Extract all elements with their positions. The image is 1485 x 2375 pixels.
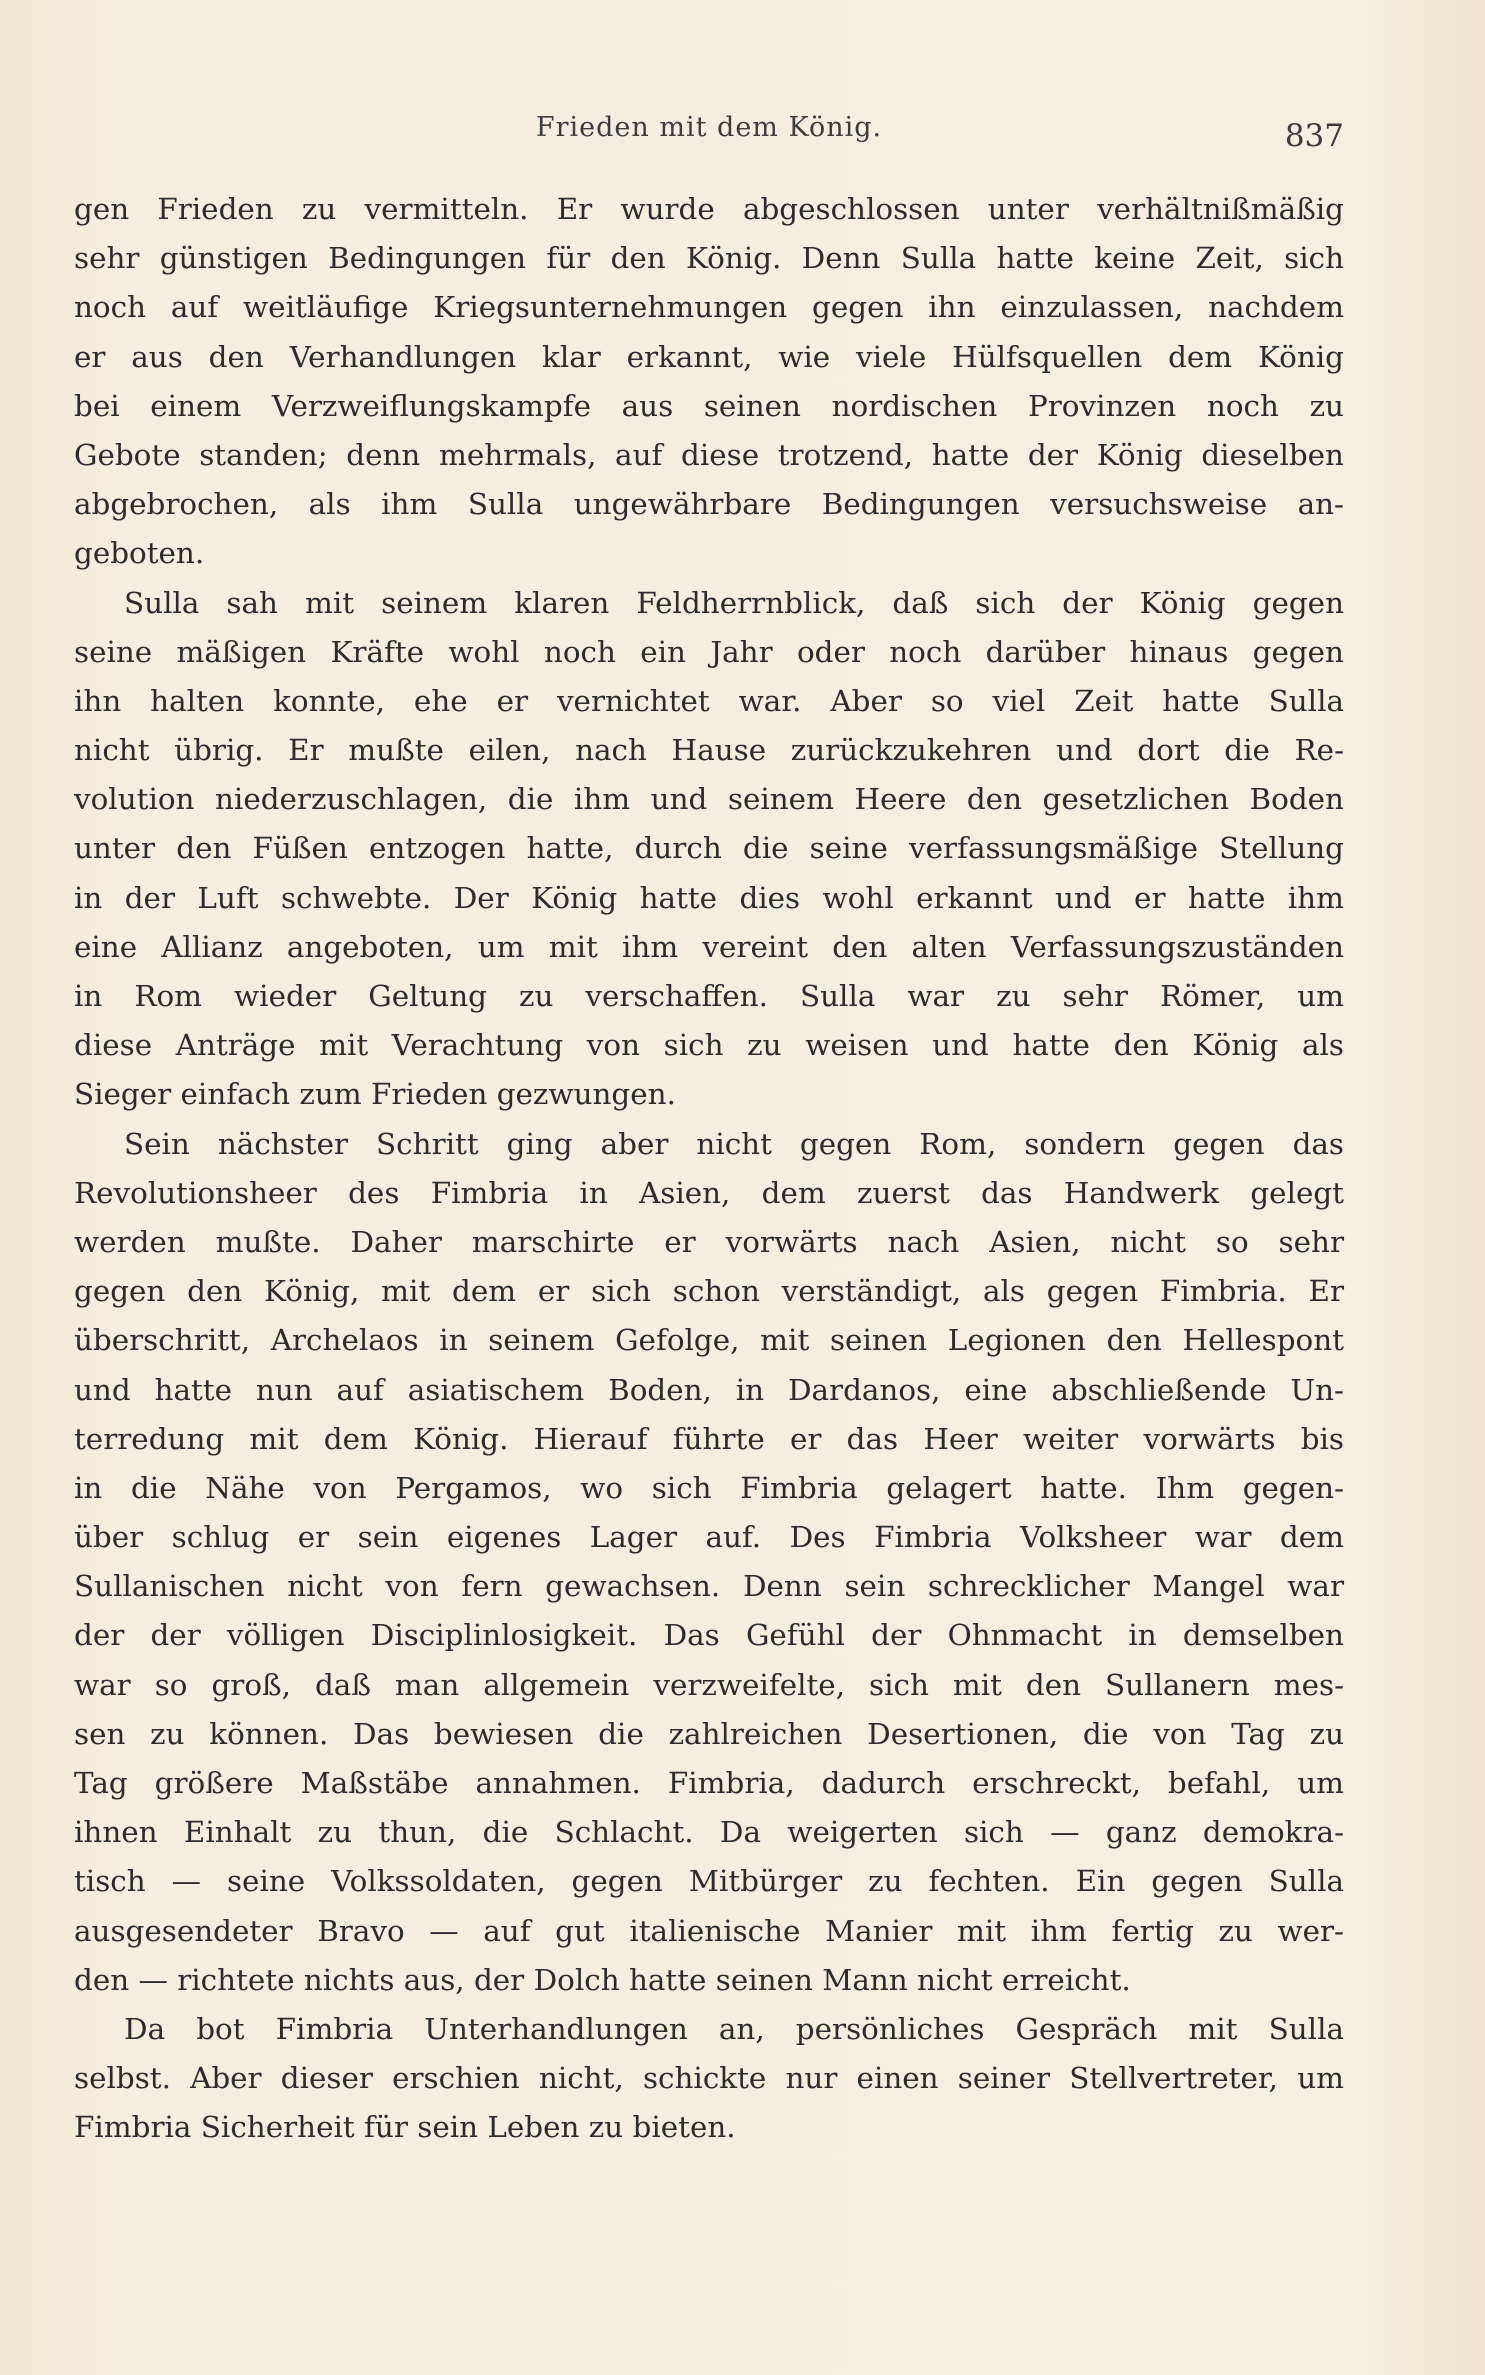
text-line: Sieger einfach zum Frieden gezwungen.	[74, 1077, 676, 1112]
text-line: und hatte nun auf asiatischem Boden, in Dardanos, eine abschließende Un-	[74, 1372, 1344, 1407]
text-line: ihn halten konnte, ehe er vernichtet war. Aber so viel Zeit hatte Sulla	[74, 683, 1344, 718]
text-line: ausgesendeter Bravo — auf gut italienische Manier mit ihm fertig zu wer-	[74, 1913, 1344, 1948]
text-line: war so groß, daß man allgemein verzweifelte, sich mit den Sullanern mes-	[74, 1667, 1344, 1702]
text-line: gen Frieden zu vermitteln. Er wurde abgeschlossen unter verhältnißmäßig	[74, 192, 1344, 226]
text-line: volution niederzuschlagen, die ihm und seinem Heere den gesetzlichen Boden	[74, 782, 1344, 817]
text-line: Fimbria Sicherheit für sein Leben zu bieten.	[74, 2110, 736, 2145]
text-line: terredung mit dem König. Hierauf führte er das Heer weiter vorwärts bis	[74, 1421, 1344, 1456]
paragraph-1	[74, 185, 1344, 579]
text-line: Revolutionsheer des Fimbria in Asien, dem zuerst das Handwerk gelegt	[74, 1175, 1344, 1210]
text-line: geboten.	[74, 536, 205, 571]
text-line: den — richtete nichts aus, der Dolch hatte seinen Mann nicht erreicht.	[74, 1962, 1131, 1997]
text-line: er aus den Verhandlungen klar erkannt, wie viele Hülfsquellen dem König	[74, 339, 1344, 374]
text-line: in der Luft schwebte. Der König hatte dies wohl erkannt und er hatte ihm	[74, 880, 1344, 915]
text-line: ihnen Einhalt zu thun, die Schlacht. Da weigerten sich — ganz demokra-	[74, 1815, 1344, 1850]
running-head	[74, 112, 1344, 162]
text-line: sen zu können. Das bewiesen die zahlreichen Desertionen, die von Tag zu	[74, 1716, 1344, 1751]
text-line: Sullanischen nicht von fern gewachsen. Denn sein schrecklicher Mangel war	[74, 1569, 1344, 1604]
text-line: seine mäßigen Kräfte wohl noch ein Jahr oder noch darüber hinaus gegen	[74, 634, 1344, 669]
text-line: selbst. Aber dieser erschien nicht, schickte nur einen seiner Stellvertreter, um	[74, 2061, 1344, 2096]
text-line: gegen den König, mit dem er sich schon verständigt, als gegen Fimbria. Er	[74, 1274, 1344, 1309]
paragraph-4	[74, 2005, 1344, 2153]
header-title: Frieden mit dem König.	[535, 112, 883, 143]
text-line: in die Nähe von Pergamos, wo sich Fimbria gelagert hatte. Ihm gegen-	[74, 1470, 1344, 1505]
text-line: tisch — seine Volkssoldaten, gegen Mitbürger zu fechten. Ein gegen Sulla	[74, 1864, 1344, 1899]
text-line: über schlug er sein eigenes Lager auf. Des Fimbria Volksheer war dem	[74, 1520, 1344, 1555]
text-line: Tag größere Maßstäbe annahmen. Fimbria, dadurch erschreckt, befahl, um	[74, 1766, 1344, 1800]
text-line: Sein nächster Schritt ging aber nicht gegen Rom, sondern gegen das	[124, 1126, 1344, 1161]
text-line: noch auf weitläufige Kriegsunternehmungen gegen ihn einzulassen, nachdem	[74, 290, 1344, 325]
text-line: überschritt, Archelaos in seinem Gefolge, mit seinen Legionen den Hellespont	[74, 1323, 1344, 1358]
text-line: der der völligen Disciplinlosigkeit. Das Gefühl der Ohnmacht in demselben	[74, 1618, 1344, 1653]
text-line: bei einem Verzweiflungskampfe aus seinen nordischen Provinzen noch zu	[74, 388, 1344, 423]
text-line: abgebrochen, als ihm Sulla ungewährbare Bedingungen versuchsweise an-	[74, 487, 1344, 522]
paragraph-2	[74, 579, 1344, 1120]
text-line: Da bot Fimbria Unterhandlungen an, persönliches Gespräch mit Sulla	[124, 2011, 1344, 2046]
text-line: unter den Füßen entzogen hatte, durch die seine verfassungsmäßige Stellung	[74, 831, 1344, 866]
body-text	[74, 185, 1344, 2153]
text-line: Sulla sah mit seinem klaren Feldherrnblick, daß sich der König gegen	[124, 585, 1344, 620]
paragraph-3	[74, 1120, 1344, 2005]
text-line: eine Allianz angeboten, um mit ihm vereint den alten Verfassungszuständen	[74, 929, 1344, 964]
text-line: Gebote standen; denn mehrmals, auf diese trotzend, hatte der König dieselben	[74, 437, 1344, 472]
text-line: in Rom wieder Geltung zu verschaffen. Sulla war zu sehr Römer, um	[74, 979, 1344, 1013]
text-line: werden mußte. Daher marschirte er vorwärts nach Asien, nicht so sehr	[74, 1224, 1344, 1259]
text-line: diese Anträge mit Verachtung von sich zu weisen und hatte den König als	[74, 1028, 1344, 1063]
text-line: sehr günstigen Bedingungen für den König. Denn Sulla hatte keine Zeit, sich	[74, 241, 1344, 276]
text-line: nicht übrig. Er mußte eilen, nach Hause zurückzukehren und dort die Re-	[74, 733, 1344, 768]
page-number: 837	[1284, 118, 1344, 154]
